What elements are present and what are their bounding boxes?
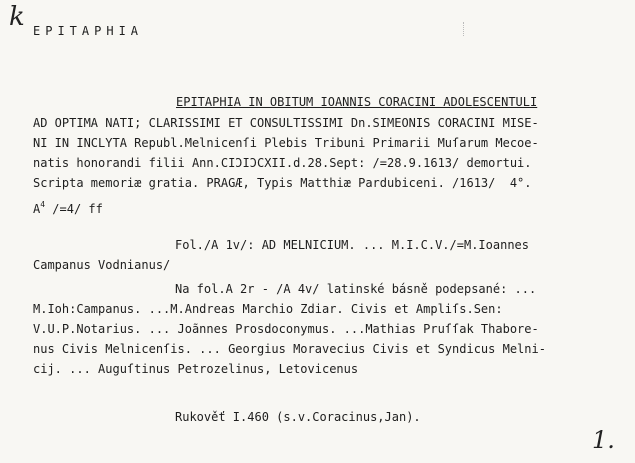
title-line-2: AD OPTIMA NATI; CLARISSIMI ET CONSULTISSIMI Dn.SIMEONIS CORACINI MISE- (33, 116, 539, 130)
title-line-5: Scripta memoriæ gratia. PRAGÆ, Typis Matthiæ Pardubiceni. /1613/ 4°. (33, 176, 532, 190)
reference-line: Rukověť I.460 (s.v.Coracinus,Jan). (175, 410, 421, 424)
note-line-2: Campanus Vodnianus/ (33, 258, 171, 272)
handwritten-mark-bottom: 1. (592, 426, 615, 454)
title-line-1: EPITAPHIA IN OBITUM IOANNIS CORACINI ADOLESCENTULI (176, 95, 538, 109)
note-line-4: M.Ioh:Campanus. ...M.Andreas Marchio Zdiar. Civis et Ampliſs.Sen: (33, 302, 503, 316)
faint-mark (463, 22, 467, 36)
title-line-4: natis honorandi filii Ann.CIƆIƆCXII.d.28.Sept: /=28.9.1613/ demortui. (33, 156, 532, 170)
card-header: EPITAPHIA (33, 24, 144, 38)
handwritten-mark-top: k (9, 2, 25, 32)
note-line-5: V.U.P.Notarius. ... Joãnnes Prosdoconymus. ...Mathias Pruſſak Thabore- (33, 322, 539, 336)
note-line-7: cij. ... Auguſtinus Petrozelinus, Letovicenus (33, 362, 359, 376)
note-line-3: Na fol.A 2r - /A 4v/ latinské básně podepsané: ... (175, 282, 537, 296)
note-line-6: nus Civis Melnicenſis. ... Georgius Moravecius Civis et Syndicus Melni- (33, 342, 546, 356)
note-line-1: Fol./A 1v/: AD MELNICIUM. ... M.I.C.V./=M.Ioannes (175, 238, 530, 252)
collation-line: $A^4$ /=4/ ff (33, 200, 103, 216)
title-line-3: NI IN INCLYTA Republ.Melnicenſi Plebis Tribuni Primarii Muſarum Mecoe- (33, 136, 539, 150)
